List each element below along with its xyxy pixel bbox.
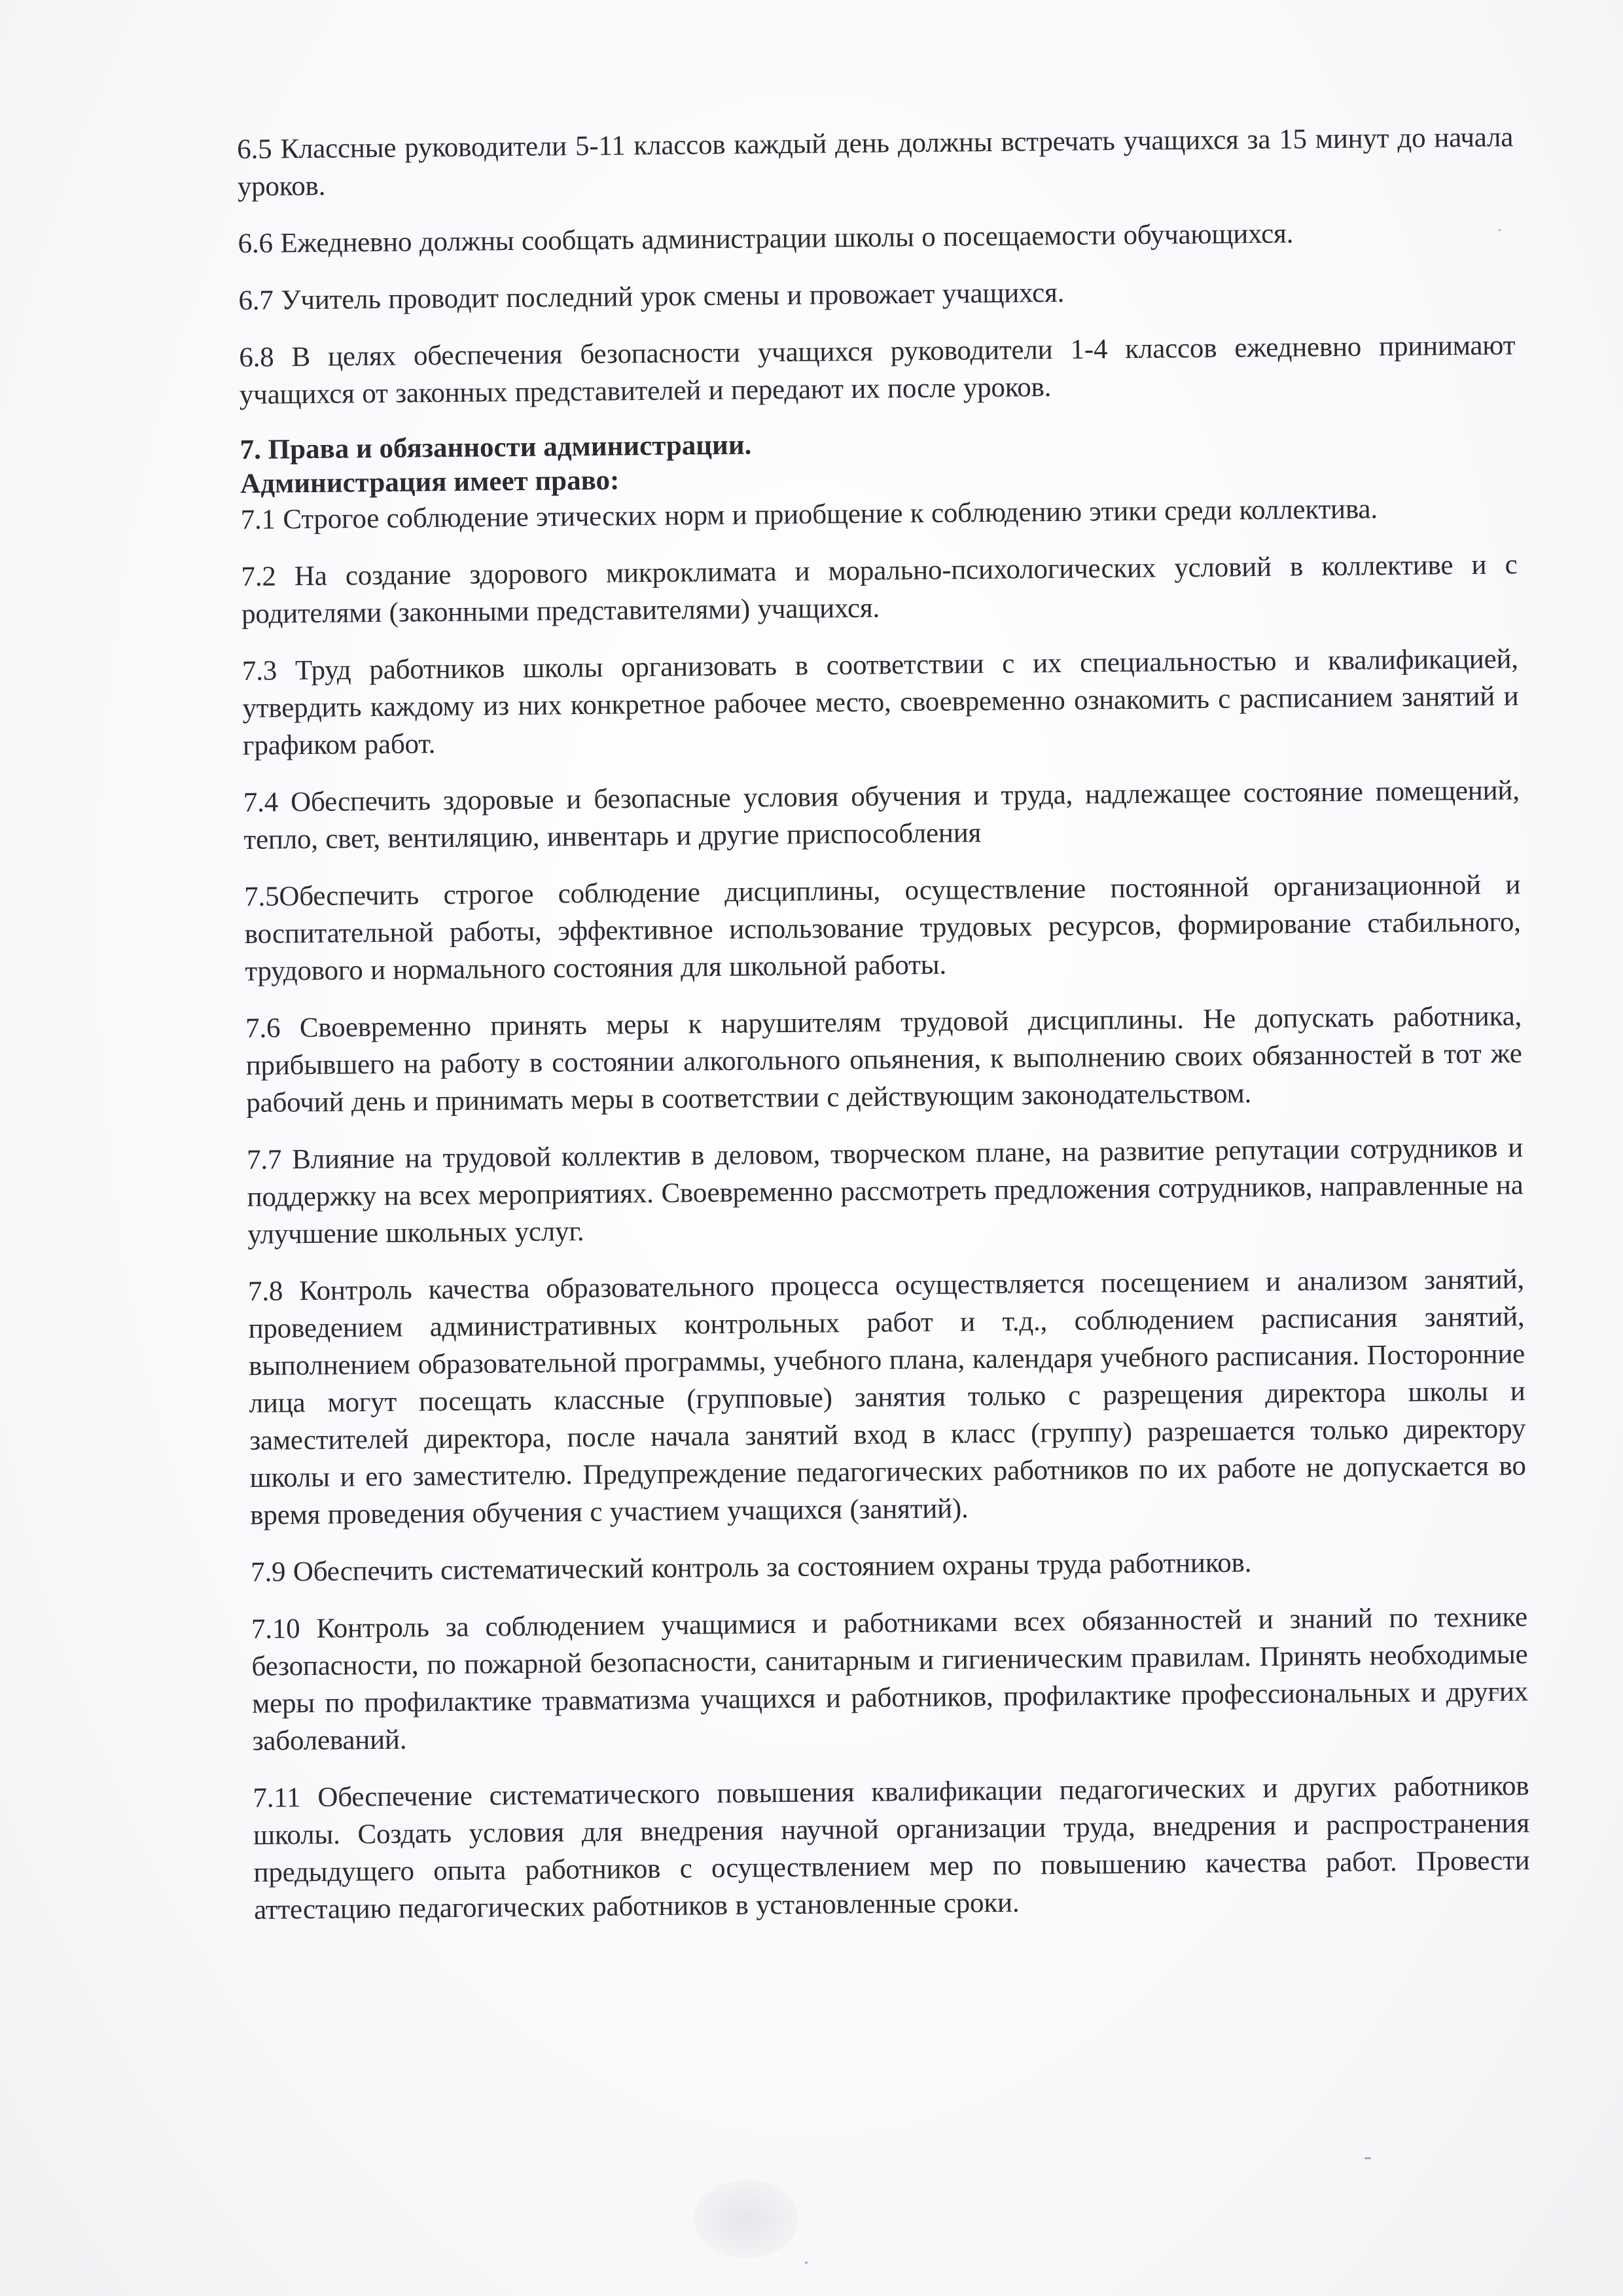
- paragraph-7-2: 7.2 На создание здорового микроклимата и морально-психологических условий в коллективе и с родителями (законными представителями) учащихся.: [241, 549, 1518, 630]
- paragraph-7-6: 7.6 Своевременно принять меры к нарушителям трудовой дисциплины. Не допускать работника, прибывшего на работу в состоянии алкогольного опьянения, к выполнению своих обязанностей в тот же рабочий день и принимать меры в соответствии с действующим законодательством.: [245, 1001, 1522, 1119]
- paragraph-7-9: 7.9 Обеспечить систематический контроль за состоянием охраны труда работников.: [250, 1547, 1252, 1588]
- section-7-subheading: Администрация имеет право:: [240, 465, 620, 499]
- paragraph-7-1: 7.1 Строгое соблюдение этических норм и приобщение к соблюдению этики среди коллектива.: [240, 493, 1378, 535]
- scan-speck: [1364, 2157, 1371, 2159]
- paragraph-7-5: 7.5Обеспечить строгое соблюдение дисциплины, осуществление постоянной организационной и воспитательной работы, эффективное использование трудовых ресурсов, формирование стабильного, трудового и нормального состояния для школьной работы.: [244, 869, 1521, 987]
- paragraph-6-5: 6.5 Классные руководители 5-11 классов каждый день должны встречать учащихся за 15 минут до начала уроков.: [237, 122, 1514, 202]
- paragraph-7-4: 7.4 Обеспечить здоровые и безопасные условия обучения и труда, надлежащее состояние помещений, тепло, свет, вентиляцию, инвентарь и другие приспособления: [243, 775, 1520, 855]
- scan-speck: [805, 2261, 808, 2264]
- section-7-heading: 7. Права и обязанности администрации.: [240, 429, 752, 465]
- document-body: [237, 118, 1531, 1948]
- paragraph-7-11: 7.11 Обеспечение систематического повышения квалификации педагогических и других работников школы. Создать условия для внедрения научной организации труда, внедрения и распространения предыдущего опыта работников с осуществлением мер по повышению качества работ. Провести аттестацию педагогических работников в установленные сроки.: [253, 1770, 1530, 1926]
- paragraph-7-10: 7.10 Контроль за соблюдением учащимися и работниками всех обязанностей и знаний по технике безопасности, по пожарной безопасности, санитарным и гигиеническим правилам. Принять необходимые меры по профилактике травматизма учащихся и работников, профилактике профессиональных и других заболеваний.: [251, 1602, 1529, 1757]
- paragraph-7-7: 7.7 Влияние на трудовой коллектив в деловом, творческом плане, на развитие репутации сотрудников и поддержку на всех мероприятиях. Своевременно рассмотреть предложения сотрудников, направленные на улучшение школьных услуг.: [246, 1132, 1524, 1250]
- paragraph-7-3: 7.3 Труд работников школы организовать в соответствии с их специальностью и квалификацией, утвердить каждому из них конкретное рабочее место, своевременно ознакомить с расписанием занятий и графиком работ.: [241, 643, 1519, 761]
- paragraph-6-8: 6.8 В целях обеспечения безопасности учащихся руководители 1-4 классов ежедневно принимают учащихся от законных представителей и передают их после уроков.: [239, 330, 1516, 410]
- paragraph-6-6: 6.6 Ежедневно должны сообщать администрации школы о посещаемости обучающихся.: [238, 218, 1294, 259]
- paragraph-7-8: 7.8 Контроль качества образовательного процесса осуществляется посещением и анализом занятий, проведением административных контрольных работ и т.д., соблюдением расписания занятий, выполнением образовательной программы, учебного плана, календаря учебного расписания. Посторонние лица могут посещать классные (групповые) занятия только с разрещения директора школы и заместителей директора, после начала занятий вход в класс (группу) разрешается только директору школы и его заместителю. Предупреждение педагогических работников по их работе не допускается во время проведения обучения с участием учащихся (занятий).: [247, 1264, 1526, 1531]
- scan-smudge: [694, 2179, 798, 2258]
- paragraph-6-7: 6.7 Учитель проводит последний урок смены и провожает учащихся.: [238, 277, 1065, 316]
